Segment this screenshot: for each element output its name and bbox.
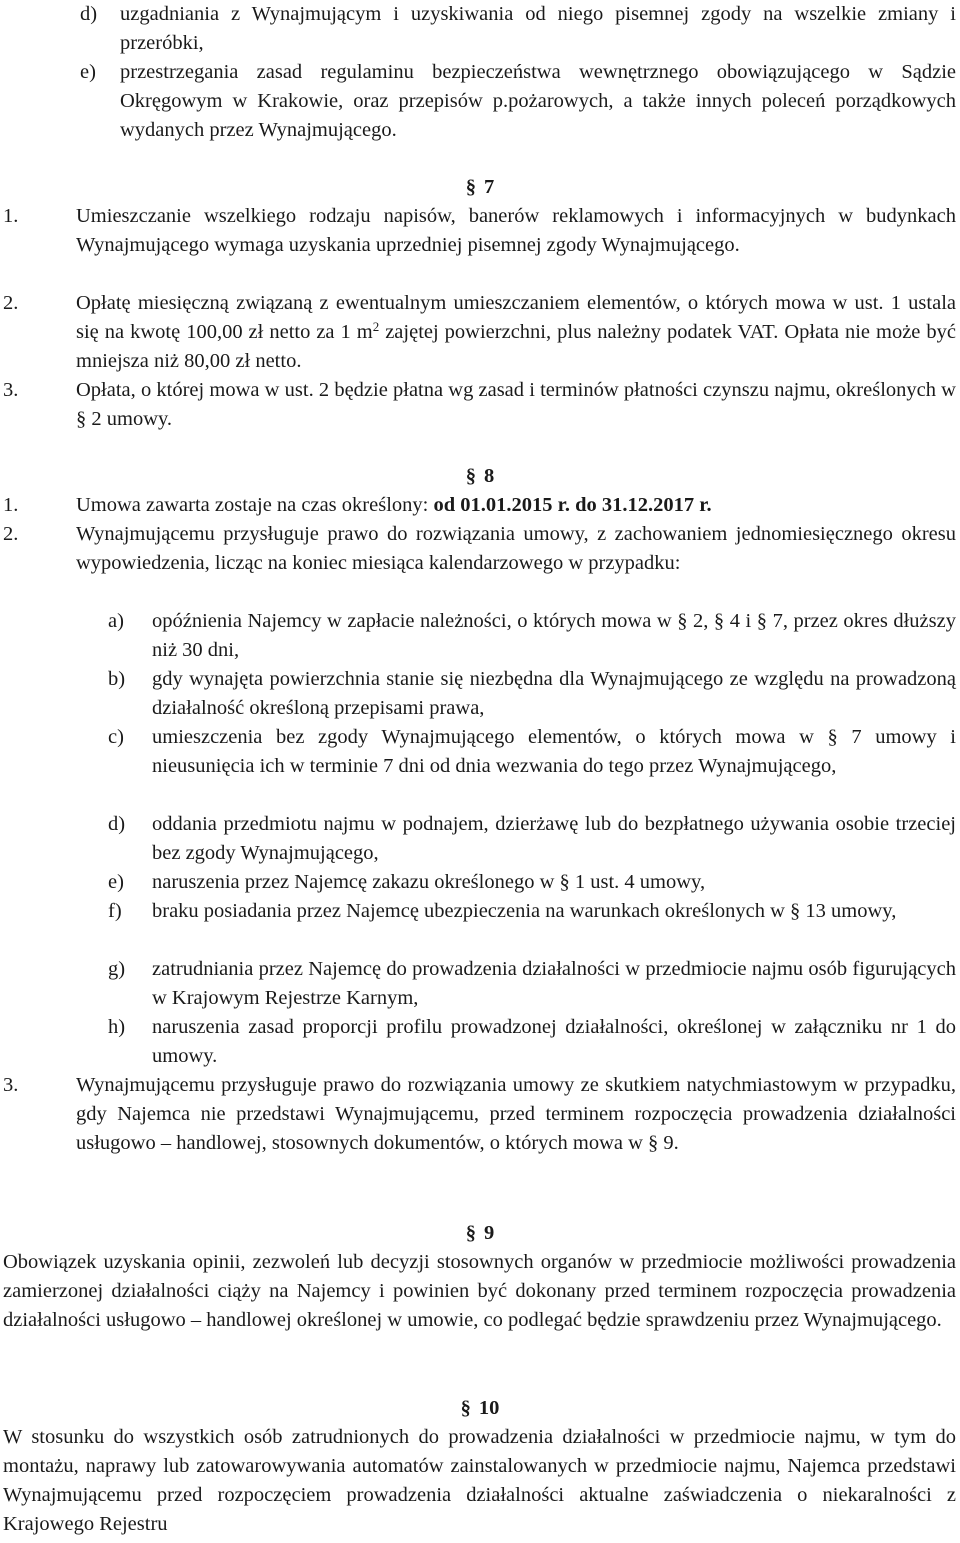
paragraph-text: Opłatę miesięczną związaną z ewentualnym umieszczaniem elementów, o których mowa w ust. 1 ustala się na kwotę 100,00 zł netto za 1 $m^2$ zajętej powierzchni, plus należny podatek VAT. Opłata nie może być mniejsza niż 80,00 zł netto. <box>76 292 956 372</box>
list-item-text: zatrudniania przez Najemcę do prowadzenia działalności w przedmiocie najmu osób figurujących w Krajowym Rejestrze Karnym, <box>152 958 956 1009</box>
list-item-text: umieszczenia bez zgody Wynajmującego elementów, o których mowa w § 7 umowy i nieusunięcia ich w terminie 7 dni od dnia wezwania do tego przez Wynajmującego, <box>152 726 956 777</box>
paragraph-symbol: § <box>460 1397 471 1419</box>
list-marker: c) <box>108 726 124 748</box>
list-marker: b) <box>108 668 126 690</box>
paragraph-text: Wynajmującemu przysługuje prawo do rozwiązania umowy ze skutkiem natychmiastowym w przypadku, gdy Najemca nie przedstawi Wynajmującemu, przed terminem rozpoczęcia prowadzenia działalności usługowo – handlowej, stosownych dokumentów, o których mowa w § 9. <box>76 1074 956 1154</box>
list-item-text: opóźnienia Najemcy w zapłacie należności, o których mowa w § 2, § 4 i § 7, przez okres dłuższy niż 30 dni, <box>152 610 956 661</box>
paragraph-text: Umieszczanie wszelkiego rodzaju napisów, banerów reklamowych i informacyjnych w budynkach Wynajmującego wymaga uzyskania uprzedniej pisemnej zgody Wynajmującego. <box>76 205 956 256</box>
list-item-text: naruszenia przez Najemcę zakazu określonego w § 1 ust. 4 umowy, <box>152 871 706 893</box>
list-marker: d) <box>108 813 126 835</box>
section-number: 7 <box>484 176 495 198</box>
list-marker: d) <box>80 3 98 25</box>
section-number: 10 <box>478 1397 500 1419</box>
paragraph-number: 2. <box>3 523 19 545</box>
paragraph-text: W stosunku do wszystkich osób zatrudnionych do prowadzenia działalności w przedmiocie najmu, w tym do montażu, naprawy lub zatowarowywania automatów zainstalowanych w przedmiocie najmu, Najemca przedstawi Wynajmującemu przed rozpoczęciem prowadzenia działalności aktualne zaświadczenia o niekaralności z Krajowego Rejestru <box>3 1426 956 1535</box>
paragraph-text: Umowa zawarta zostaje na czas określony: od 01.01.2015 r. do 31.12.2017 r. <box>76 494 712 516</box>
paragraph-number: 2. <box>3 292 19 314</box>
list-item-text: gdy wynajęta powierzchnia stanie się niezbędna dla Wynajmującego ze względu na prowadzoną działalność określoną przepisami prawa, <box>152 668 956 719</box>
list-marker: h) <box>108 1016 126 1038</box>
list-marker: f) <box>108 900 122 922</box>
section-number: 8 <box>484 465 495 487</box>
section-number: 9 <box>484 1222 495 1244</box>
paragraph-text: Obowiązek uzyskania opinii, zezwoleń lub decyzji stosownych organów w przedmiocie możliwości prowadzenia zamierzonej działalności ciąży na Najemcy i powinien być dokonany przed terminem rozpoczęcia prowadzenia działalności usługowo – handlowej określonej w umowie, co podlegać będzie sprawdzeniu przez Wynajmującego. <box>3 1251 956 1331</box>
list-marker: e) <box>108 871 124 893</box>
paragraph-number: 3. <box>3 379 19 401</box>
contract-period: od 01.01.2015 r. do 31.12.2017 r. <box>433 494 712 516</box>
paragraph-text: Opłata, o której mowa w ust. 2 będzie płatna wg zasad i terminów płatności czynszu najmu, określonych w § 2 umowy. <box>76 379 956 430</box>
section-heading-10 <box>0 1394 960 1423</box>
list-item-text: przestrzegania zasad regulaminu bezpieczeństwa wewnętrznego obowiązującego w Sądzie Okręgowym w Krakowie, oraz przepisów p.pożarowych, a także innych poleceń porządkowych wydanych przez Wynajmującego. <box>120 61 956 141</box>
section-heading-9 <box>0 1219 960 1248</box>
paragraph-symbol: § <box>465 1222 476 1244</box>
section-heading-7 <box>0 173 960 202</box>
paragraph-number: 3. <box>3 1074 19 1096</box>
paragraph-number: 1. <box>3 205 19 227</box>
list-item-text: braku posiadania przez Najemcę ubezpieczenia na warunkach określonych w § 13 umowy, <box>152 900 897 922</box>
list-item-text: naruszenia zasad proporcji profilu prowadzonej działalności, określonej w załączniku nr 1 do umowy. <box>152 1016 956 1067</box>
list-marker: e) <box>80 61 96 83</box>
list-item-text: uzgadniania z Wynajmującym i uzyskiwania od niego pisemnej zgody na wszelkie zmiany i przeróbki, <box>120 3 956 54</box>
paragraph-number: 1. <box>3 494 19 516</box>
list-item-text: oddania przedmiotu najmu w podnajem, dzierżawę lub do bezpłatnego używania osobie trzeciej bez zgody Wynajmującego, <box>152 813 956 864</box>
paragraph-symbol: § <box>465 465 476 487</box>
list-marker: a) <box>108 610 124 632</box>
list-marker: g) <box>108 958 126 980</box>
paragraph-symbol: § <box>465 176 476 198</box>
paragraph-text: Wynajmującemu przysługuje prawo do rozwiązania umowy, z zachowaniem jednomiesięcznego okresu wypowiedzenia, licząc na koniec miesiąca kalendarzowego w przypadku: <box>76 523 956 574</box>
section-heading-8 <box>0 462 960 491</box>
